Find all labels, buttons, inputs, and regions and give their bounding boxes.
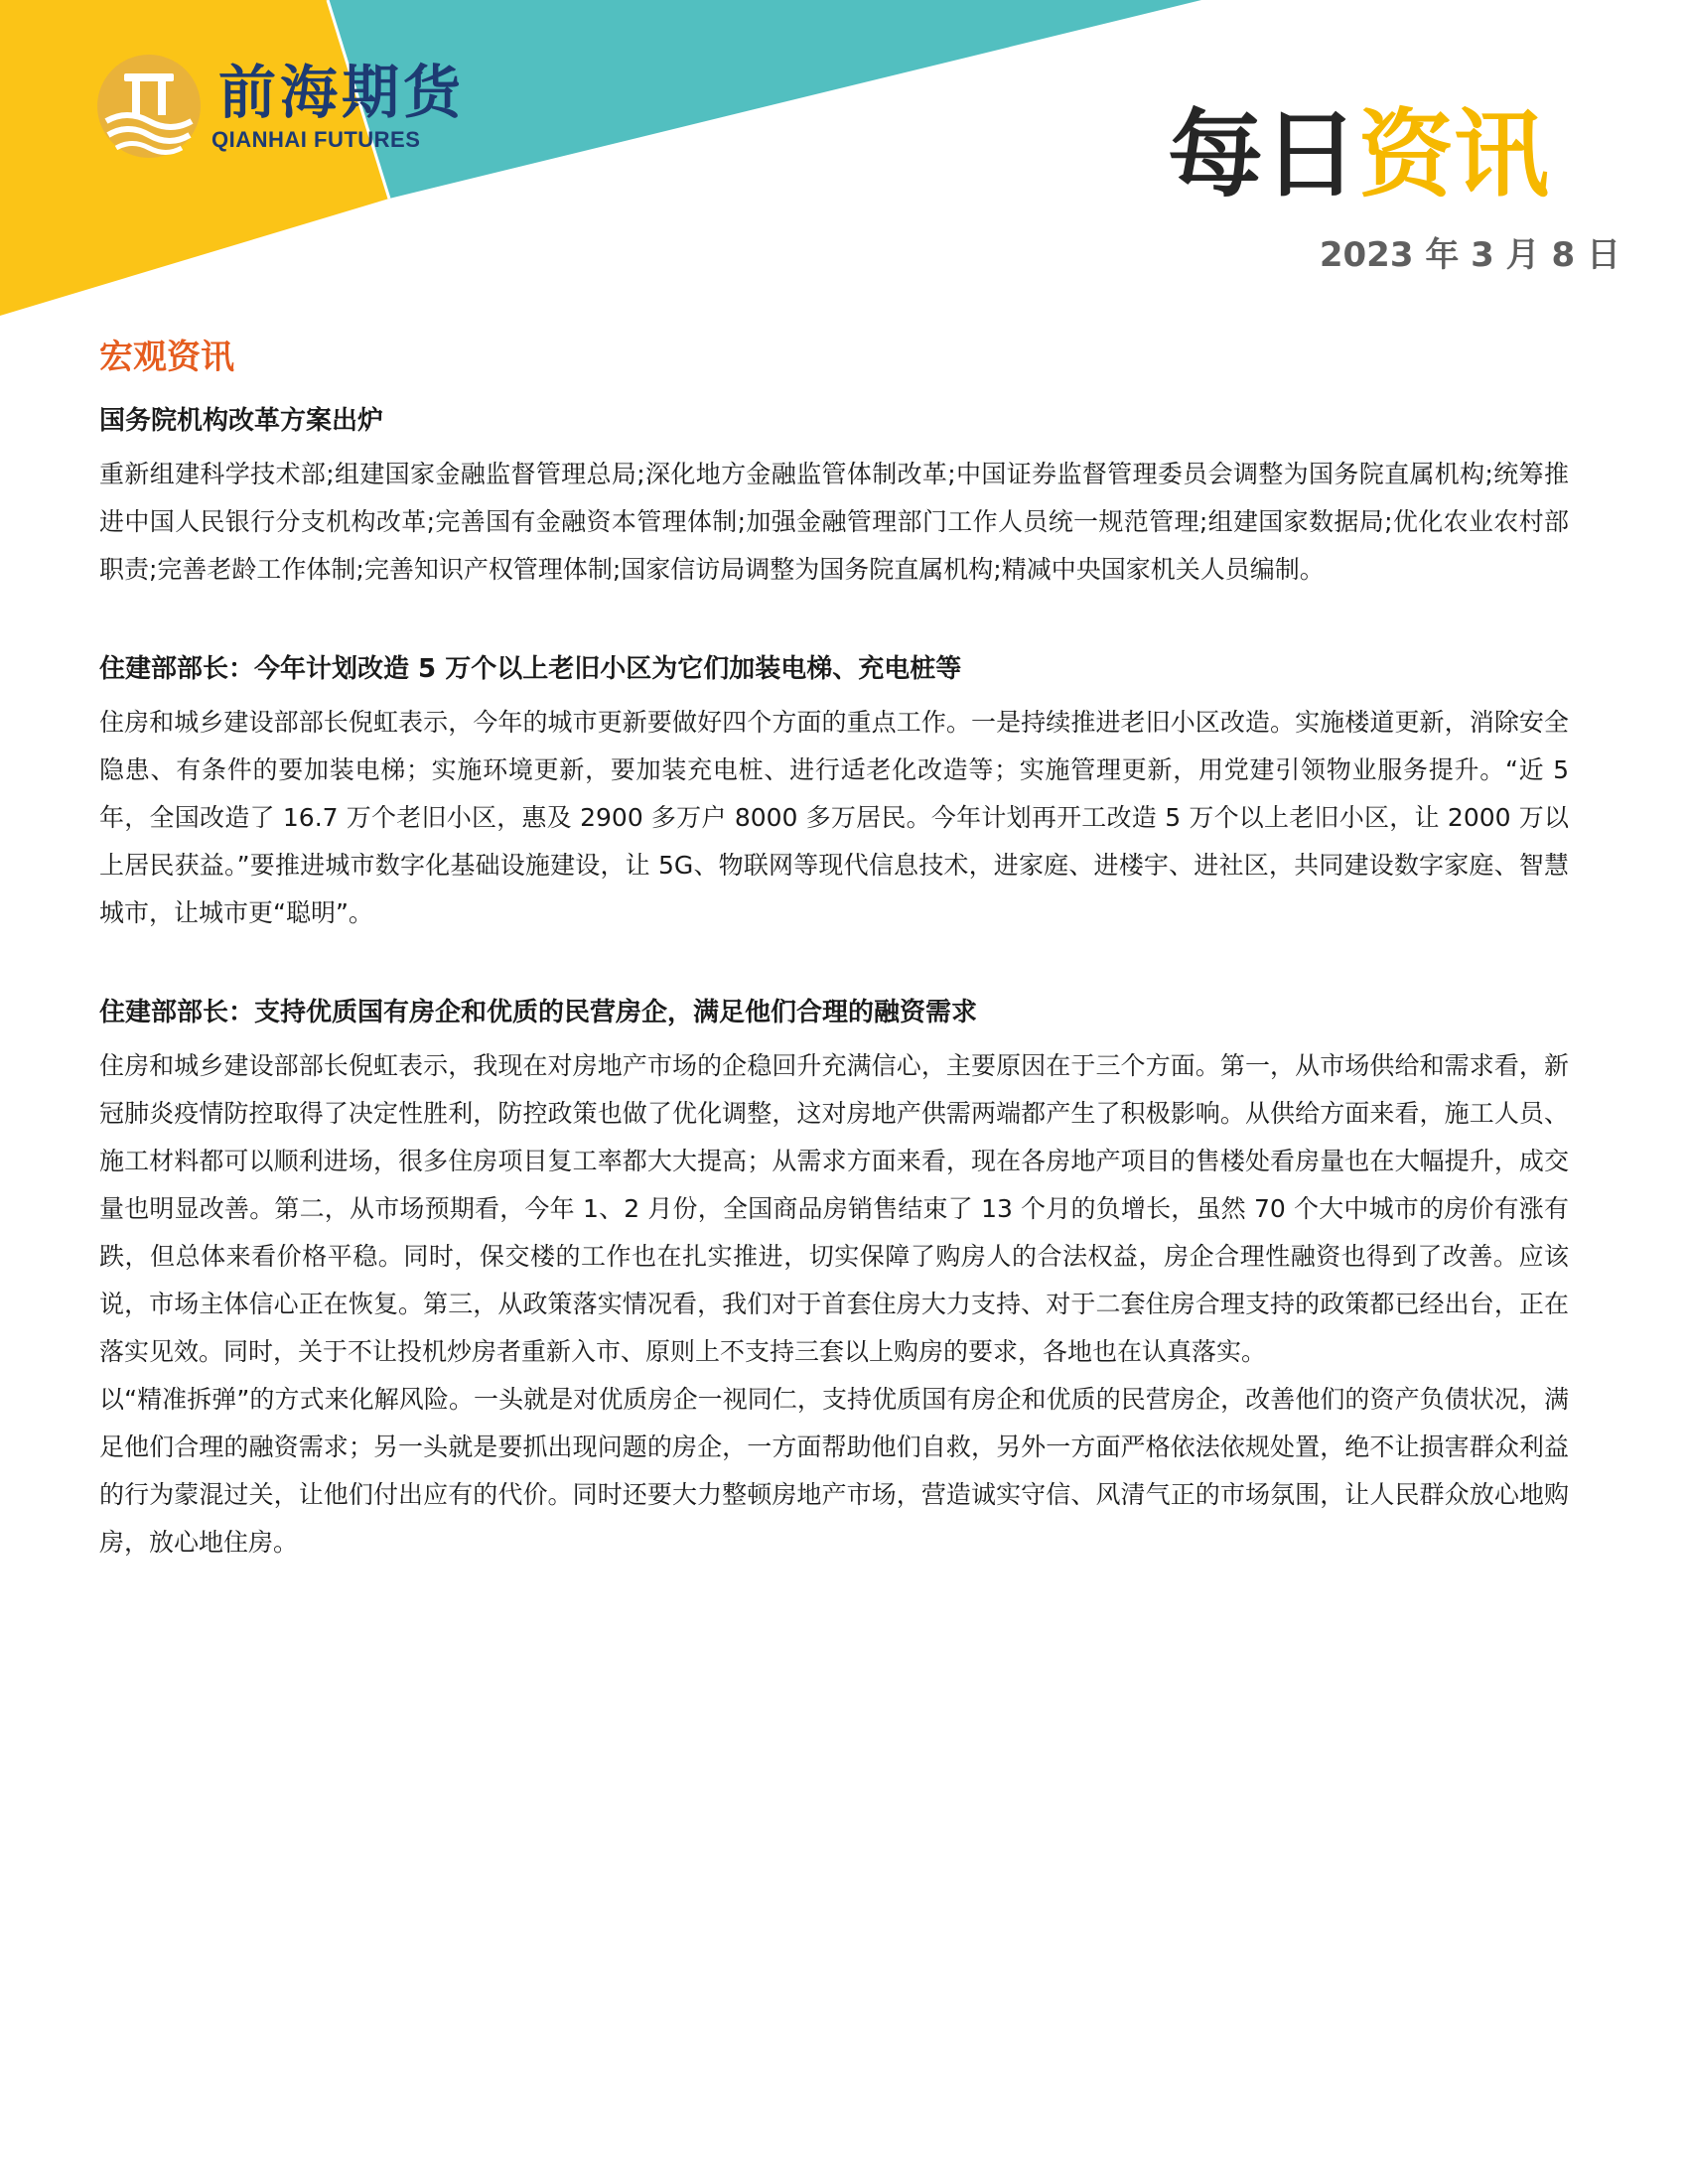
article-3 xyxy=(99,993,1569,1567)
report-date: 2023 年 3 月 8 日 xyxy=(1319,235,1620,275)
main-content xyxy=(99,334,1569,1622)
company-logo xyxy=(94,52,472,161)
article-paragraph: 重新组建科学技术部;组建国家金融监督管理总局;深化地方金融监管体制改革;中国证券监督管理委员会调整为国务院直属机构;统筹推进中国人民银行分支机构改革;完善国有金融资本管理体制;加强金融管理部门工作人员统一规范管理;组建国家数据局;优化农业农村部职责;完善老龄工作体制;完善知识产权管理体制;国家信访局调整为国务院直属机构;精减中央国家机关人员编制。 xyxy=(99,460,1569,584)
article-paragraph: 住房和城乡建设部部长倪虹表示，我现在对房地产市场的企稳回升充满信心，主要原因在于三个方面。第一，从市场供给和需求看，新冠肺炎疫情防控取得了决定性胜利，防控政策也做了优化调整，这对房地产供需两端都产生了积极影响。从供给方面来看，施工人员、施工材料都可以顺利进场，很多住房项目复工率都大大提高；从需求方面来看，现在各房地产项目的售楼处看房量也在大幅提升，成交量也明显改善。第二，从市场预期看，今年 1、2 月份，全国商品房销售结束了 13 个月的负增长，虽然 70 个大中城市的房价有涨有跌，但总体来看价格平稳。同时，保交楼的工作也在扎实推进，切实保障了购房人的合法权益，房企合理性融资也得到了改善。应该说，市场主体信心正在恢复。第三，从政策落实情况看，我们对于首套住房大力支持、对于二套住房合理支持的政策都已经出台，正在落实见效。同时，关于不让投机炒房者重新入市、原则上不支持三套以上购房的要求，各地也在认真落实。 xyxy=(99,1051,1569,1366)
logo-emblem-icon xyxy=(94,52,204,161)
page-title-part2: 资讯 xyxy=(1358,99,1549,210)
article-paragraph: 住房和城乡建设部部长倪虹表示，今年的城市更新要做好四个方面的重点工作。一是持续推进老旧小区改造。实施楼道更新，消除安全隐患、有条件的要加装电梯；实施环境更新，要加装充电桩、进行适老化改造等；实施管理更新，用党建引领物业服务提升。“近 5 年，全国改造了 16.7 万个老旧小区，惠及 2900 多万户 8000 多万居民。今年计划再开工改造 5 万个以上老旧小区，让 2000 万以上居民获益。”要推进城市数字化基础设施建设，让 5G、物联网等现代信息技术，进家庭、进楼宇、进社区，共同建设数字家庭、智慧城市，让城市更“聪明”。 xyxy=(99,708,1569,927)
article-title: 住建部部长：今年计划改造 5 万个以上老旧小区为它们加装电梯、充电桩等 xyxy=(99,654,962,684)
article-paragraph: 以“精准拆弹”的方式来化解风险。一头就是对优质房企一视同仁，支持优质国有房企和优质的民营房企，改善他们的资产负债状况，满足他们合理的融资需求；另一头就是要抓出现问题的房企，一方面帮助他们自救，另外一方面严格依法依规处置，绝不让损害群众利益的行为蒙混过关，让他们付出应有的代价。同时还要大力整顿房地产市场，营造诚实守信、风清气正的市场氛围，让人民群众放心地购房，放心地住房。 xyxy=(99,1385,1569,1557)
section-title: 宏观资讯 xyxy=(99,338,234,377)
article-1 xyxy=(99,401,1569,594)
article-2 xyxy=(99,649,1569,937)
page-title xyxy=(1168,99,1549,210)
page-title-part1: 每日 xyxy=(1168,99,1358,210)
logo-chinese-name: 前海期货 xyxy=(218,59,466,126)
logo-english-name: QIANHAI FUTURES xyxy=(211,127,421,152)
article-title: 国务院机构改革方案出炉 xyxy=(99,406,384,436)
article-title: 住建部部长：支持优质国有房企和优质的民营房企，满足他们合理的融资需求 xyxy=(99,998,978,1027)
